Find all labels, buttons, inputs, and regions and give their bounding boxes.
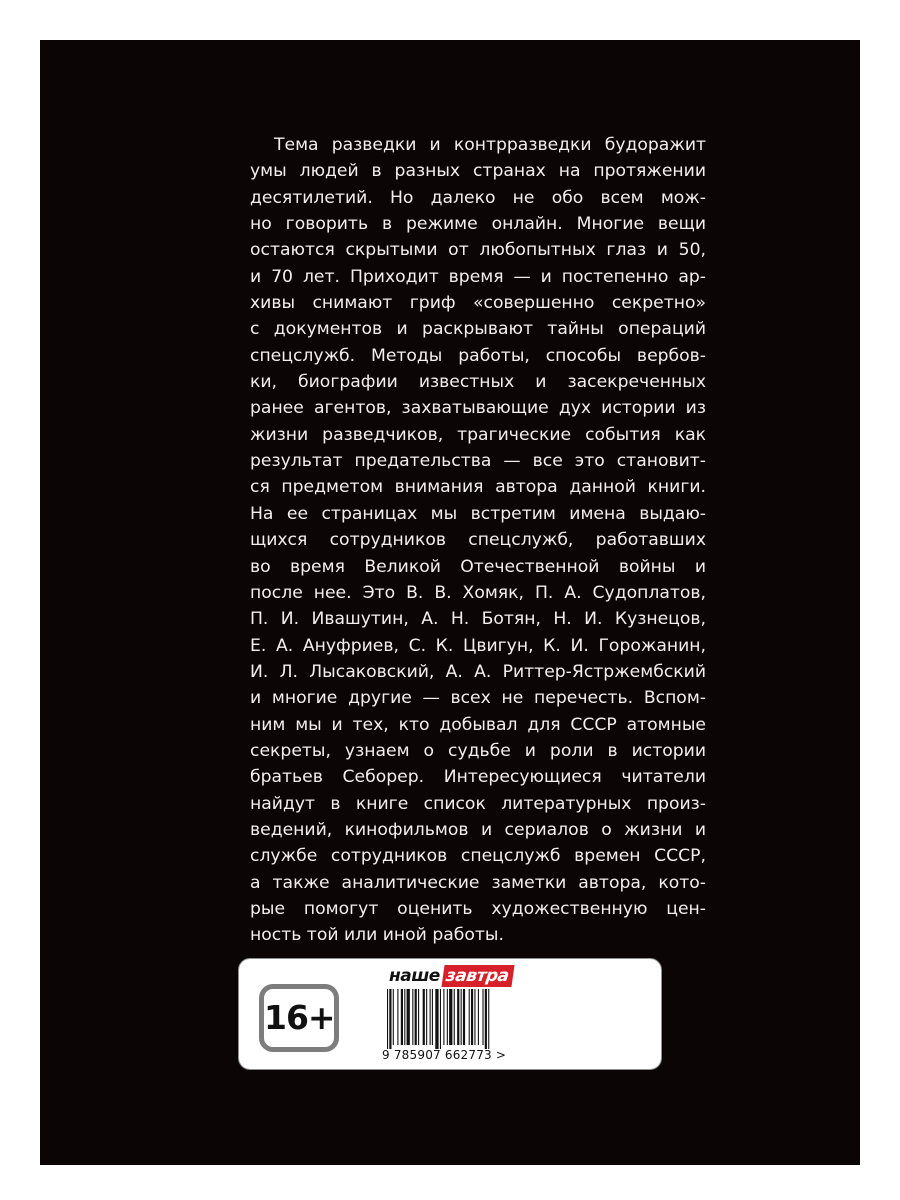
- blurb-line: ним мы и тех, кто добывал для СССР атомные: [250, 714, 706, 735]
- publisher-logo: [389, 965, 523, 987]
- blurb-line: ся предметом внимания автора данной книги.: [250, 477, 706, 498]
- blurb-line: и 70 лет. Приходит время — и постепенно ар-: [250, 266, 706, 287]
- barcode-bar: [401, 989, 403, 1045]
- blurb-line: умы людей в разных странах на протяжении: [250, 161, 706, 182]
- barcode-bar: [471, 989, 473, 1045]
- blurb-line: остаются скрытыми от любопытных глаз и 50,: [250, 240, 706, 261]
- barcode-bar: [447, 989, 448, 1045]
- blurb-line: после нее. Это В. В. Хомяк, П. А. Судоплатов,: [250, 582, 706, 603]
- barcode-label-panel: [238, 958, 662, 1070]
- barcode-bar: [404, 989, 405, 1045]
- blurb-line: братьев Себорер. Интересующиеся читатели: [250, 767, 706, 788]
- barcode-bar: [463, 989, 465, 1045]
- blurb-line: службе сотрудников спецслужб времен СССР,: [250, 846, 706, 867]
- barcode-bar: [443, 989, 444, 1045]
- blurb-line: жизни разведчиков, трагические события как: [250, 424, 706, 445]
- blurb-line: хивы снимают гриф «совершенно секретно»: [250, 293, 706, 314]
- barcode-bar: [389, 989, 391, 1049]
- blurb-line: ки, биографии известных и засекреченных: [250, 372, 706, 393]
- barcode-bar: [469, 989, 470, 1045]
- barcode-bar: [430, 989, 431, 1045]
- cover-blurb: [250, 132, 706, 949]
- blurb-line: с документов и раскрывают тайны операций: [250, 319, 706, 340]
- blurb-line: ведений, кинофильмов и сериалов о жизни и: [250, 819, 706, 840]
- blurb-line: и многие другие — всех не перечесть. Вспом-: [250, 688, 706, 709]
- barcode-bar: [432, 989, 433, 1045]
- blurb-line: спецслужб. Методы работы, способы вербов-: [250, 345, 706, 366]
- barcode-bar: [435, 989, 438, 1049]
- barcode-bar: [423, 989, 425, 1045]
- blurb-line: Тема разведки и контрразведки будоражит: [274, 135, 706, 155]
- blurb-line: П. И. Ивашутин, А. Н. Ботян, Н. И. Кузнецов,: [250, 609, 706, 630]
- barcode-bar: [461, 989, 462, 1045]
- blurb-line: во время Великой Отечественной войны и: [250, 556, 706, 577]
- barcode-bar: [482, 989, 483, 1045]
- barcode-bar: [488, 989, 489, 1049]
- blurb-line: секреты, узнаем о судьбе и роли в истории: [250, 740, 706, 761]
- age-rating-badge: 16+: [259, 984, 339, 1052]
- barcode-bar: [407, 989, 410, 1045]
- blurb-line: ранее агентов, захватывающие дух истории из: [250, 398, 706, 419]
- blurb-line: И. Л. Лысаковский, А. А. Риттер-Ястржембский: [250, 661, 706, 682]
- blurb-line: а также аналитические заметки автора, кото-: [250, 872, 706, 893]
- blurb-line: найдут в книге список литературных произ-: [250, 793, 706, 814]
- barcode-bar: [393, 989, 394, 1045]
- isbn-number: 9 785907 662773 >: [382, 1048, 507, 1062]
- barcode-bar: [457, 989, 459, 1045]
- blurb-line: десятилетий. Но далеко не обо всем мож-: [250, 187, 706, 208]
- barcode-bar: [449, 989, 452, 1045]
- barcode-bar: [474, 989, 475, 1045]
- barcode-bar: [412, 989, 413, 1045]
- barcode-bar: [454, 989, 455, 1045]
- barcode-bar: [485, 989, 487, 1049]
- blurb-line: результат предательства — все это становит-: [250, 451, 706, 472]
- blurb-line: но говорить в режиме онлайн. Многие вещи: [250, 214, 706, 235]
- barcode-bar: [415, 989, 417, 1045]
- blurb-line: На ее страницах мы встретим имена выдаю-: [250, 503, 706, 524]
- isbn-barcode: [385, 989, 525, 1049]
- blurb-line: Е. А. Ануфриев, С. К. Цвигун, К. И. Горожанин,: [250, 635, 706, 656]
- barcode-bar: [397, 989, 398, 1045]
- barcode-bar: [387, 989, 388, 1049]
- barcode-bar: [440, 989, 441, 1049]
- barcode-bar: [418, 989, 419, 1045]
- barcode-bar: [426, 989, 427, 1045]
- blurb-line: рые помогут оценить художественную цен-: [250, 898, 706, 919]
- blurb-line: ность той или иной работы.: [250, 925, 504, 946]
- barcode-bar: [478, 989, 479, 1045]
- publisher-logo-part2: завтра: [441, 965, 514, 987]
- publisher-logo-part1: наше: [389, 966, 440, 986]
- blurb-line: щихся сотрудников спецслужб, работавших: [250, 530, 706, 551]
